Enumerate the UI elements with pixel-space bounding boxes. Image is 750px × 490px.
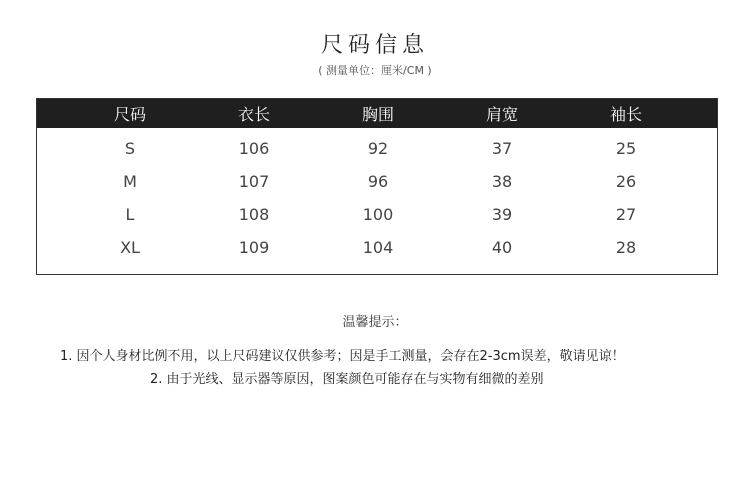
table-row [37, 132, 717, 165]
table-cell: 39 [491, 205, 513, 224]
table-cell: 26 [615, 172, 637, 191]
table-row [37, 198, 717, 231]
table-cell: 40 [491, 238, 513, 257]
size-table [36, 98, 718, 275]
column-header-size: 尺码 [113, 105, 146, 124]
table-cell: 109 [238, 238, 270, 257]
table-cell: 37 [491, 139, 513, 158]
table-cell: 28 [615, 238, 637, 257]
table-cell: S [124, 139, 136, 158]
size-table-header [37, 99, 717, 128]
table-cell: 108 [238, 205, 270, 224]
tip-line-1: 1. 因个人身材比例不用，以上尺码建议仅供参考；因是手工测量，会存在2-3cm误差，敬请见谅！ [60, 349, 625, 364]
table-cell: 92 [367, 139, 389, 158]
column-header-length: 衣长 [237, 105, 270, 124]
table-cell: 27 [615, 205, 637, 224]
table-row [37, 165, 717, 198]
table-row [37, 231, 717, 264]
table-cell: 107 [238, 172, 270, 191]
table-cell: 100 [362, 205, 394, 224]
tips-title: 温馨提示： [342, 315, 408, 330]
table-cell: XL [120, 238, 140, 257]
table-cell: 104 [362, 238, 394, 257]
size-table-body [37, 128, 717, 264]
table-cell: 38 [491, 172, 513, 191]
column-header-sleeve: 袖长 [609, 105, 642, 124]
column-header-shoulder: 肩宽 [485, 105, 518, 124]
table-cell: 96 [367, 172, 389, 191]
measurement-unit-note: ( 测量单位：厘米/CM ) [318, 64, 432, 77]
tip-line-2: 2. 由于光线、显示器等原因，图案颜色可能存在与实物有细微的差别 [150, 372, 544, 387]
table-cell: 106 [238, 139, 270, 158]
column-header-chest: 胸围 [361, 105, 394, 124]
table-cell: L [125, 205, 135, 224]
page-title: 尺码信息 [320, 33, 429, 58]
table-cell: 25 [615, 139, 637, 158]
table-cell: M [123, 172, 137, 191]
